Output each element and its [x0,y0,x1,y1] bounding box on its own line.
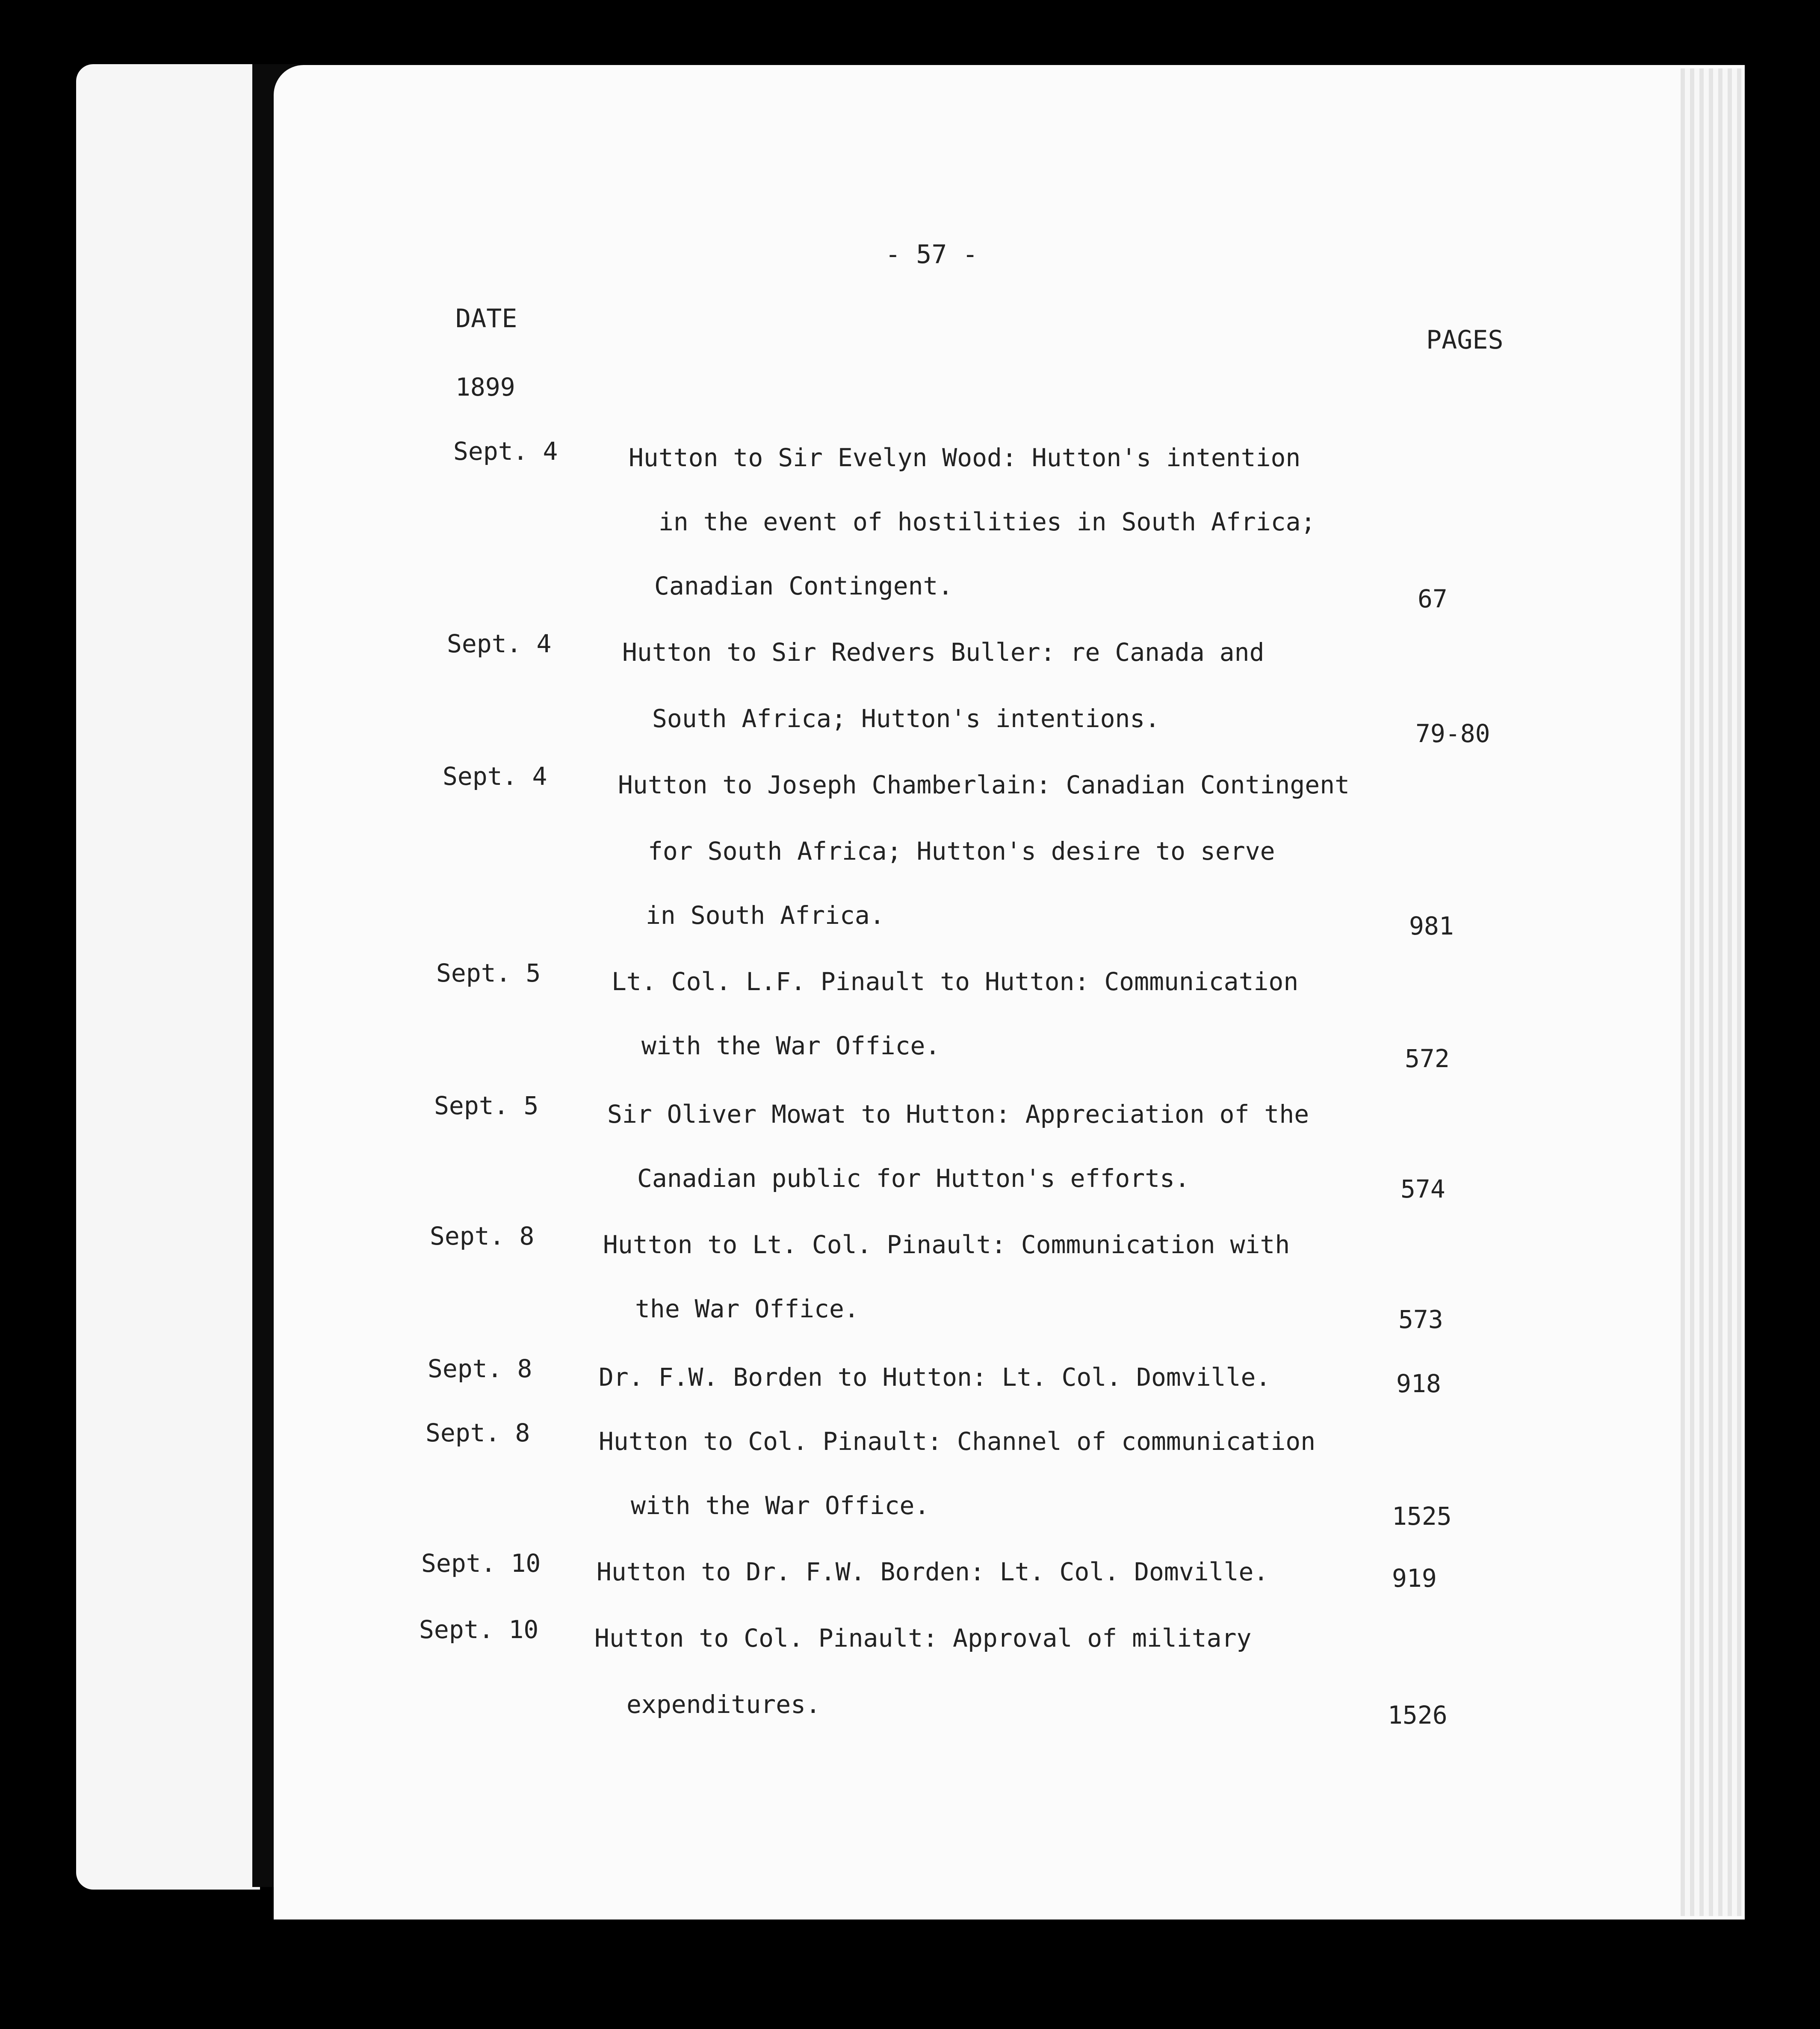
entry-pages: 981 [1409,911,1454,941]
facing-left-page [76,64,260,1890]
entry-text-line: Canadian Contingent. [654,571,953,600]
entry-pages: 573 [1398,1305,1443,1334]
entry-text-line: for South Africa; Hutton's desire to serve [648,837,1275,866]
entry-text-line: with the War Office. [641,1031,940,1060]
entry-text-line: Dr. F.W. Borden to Hutton: Lt. Col. Domville. [599,1363,1271,1392]
entry-pages: 572 [1405,1044,1450,1073]
entry-text-line: Hutton to Joseph Chamberlain: Canadian Contingent [618,770,1350,799]
entry-text-line: expenditures. [626,1690,821,1719]
entry-date: Sept. 10 [421,1549,541,1578]
entry-pages: 79-80 [1415,719,1490,748]
entry-date: Sept. 8 [430,1222,535,1251]
entry-text-line: Canadian public for Hutton's efforts. [637,1164,1190,1193]
page-edges [1681,68,1745,1916]
entry-pages: 1525 [1392,1502,1452,1531]
entry-pages: 918 [1396,1369,1441,1398]
entry-pages: 919 [1392,1564,1437,1593]
entry-text-line: Hutton to Lt. Col. Pinault: Communication with [603,1230,1290,1259]
entry-text-line: in South Africa. [646,901,885,930]
entry-text-line: in the event of hostilities in South Africa; [659,507,1316,536]
pages-column-header: PAGES [1426,325,1504,355]
entry-date: Sept. 10 [419,1615,539,1644]
entry-text-line: the War Office. [635,1294,859,1323]
entry-date: Sept. 8 [428,1354,532,1383]
entry-pages: 574 [1400,1174,1445,1204]
entry-text-line: Sir Oliver Mowat to Hutton: Appreciation of the [607,1100,1309,1129]
entry-text-line: with the War Office. [631,1491,930,1520]
year-label: 1899 [455,373,515,402]
entry-pages: 1526 [1388,1701,1448,1730]
page-number: - 57 - [885,240,978,269]
entry-text-line: Hutton to Dr. F.W. Borden: Lt. Col. Domville. [597,1557,1269,1586]
entry-text-line: Lt. Col. L.F. Pinault to Hutton: Communication [612,967,1299,996]
entry-date: Sept. 4 [443,762,547,791]
date-column-header: DATE [455,304,517,334]
entry-text-line: Hutton to Sir Redvers Buller: re Canada and [622,638,1265,667]
entry-date: Sept. 8 [425,1418,530,1447]
entry-date: Sept. 5 [434,1091,539,1120]
entry-date: Sept. 5 [436,958,541,988]
entry-text-line: South Africa; Hutton's intentions. [652,704,1160,733]
entry-pages: 67 [1418,584,1448,613]
entry-text-line: Hutton to Col. Pinault: Approval of military [594,1624,1252,1653]
entry-date: Sept. 4 [453,437,558,466]
entry-date: Sept. 4 [447,629,552,658]
entry-text-line: Hutton to Sir Evelyn Wood: Hutton's intention [629,443,1301,472]
entry-text-line: Hutton to Col. Pinault: Channel of communication [599,1427,1316,1456]
